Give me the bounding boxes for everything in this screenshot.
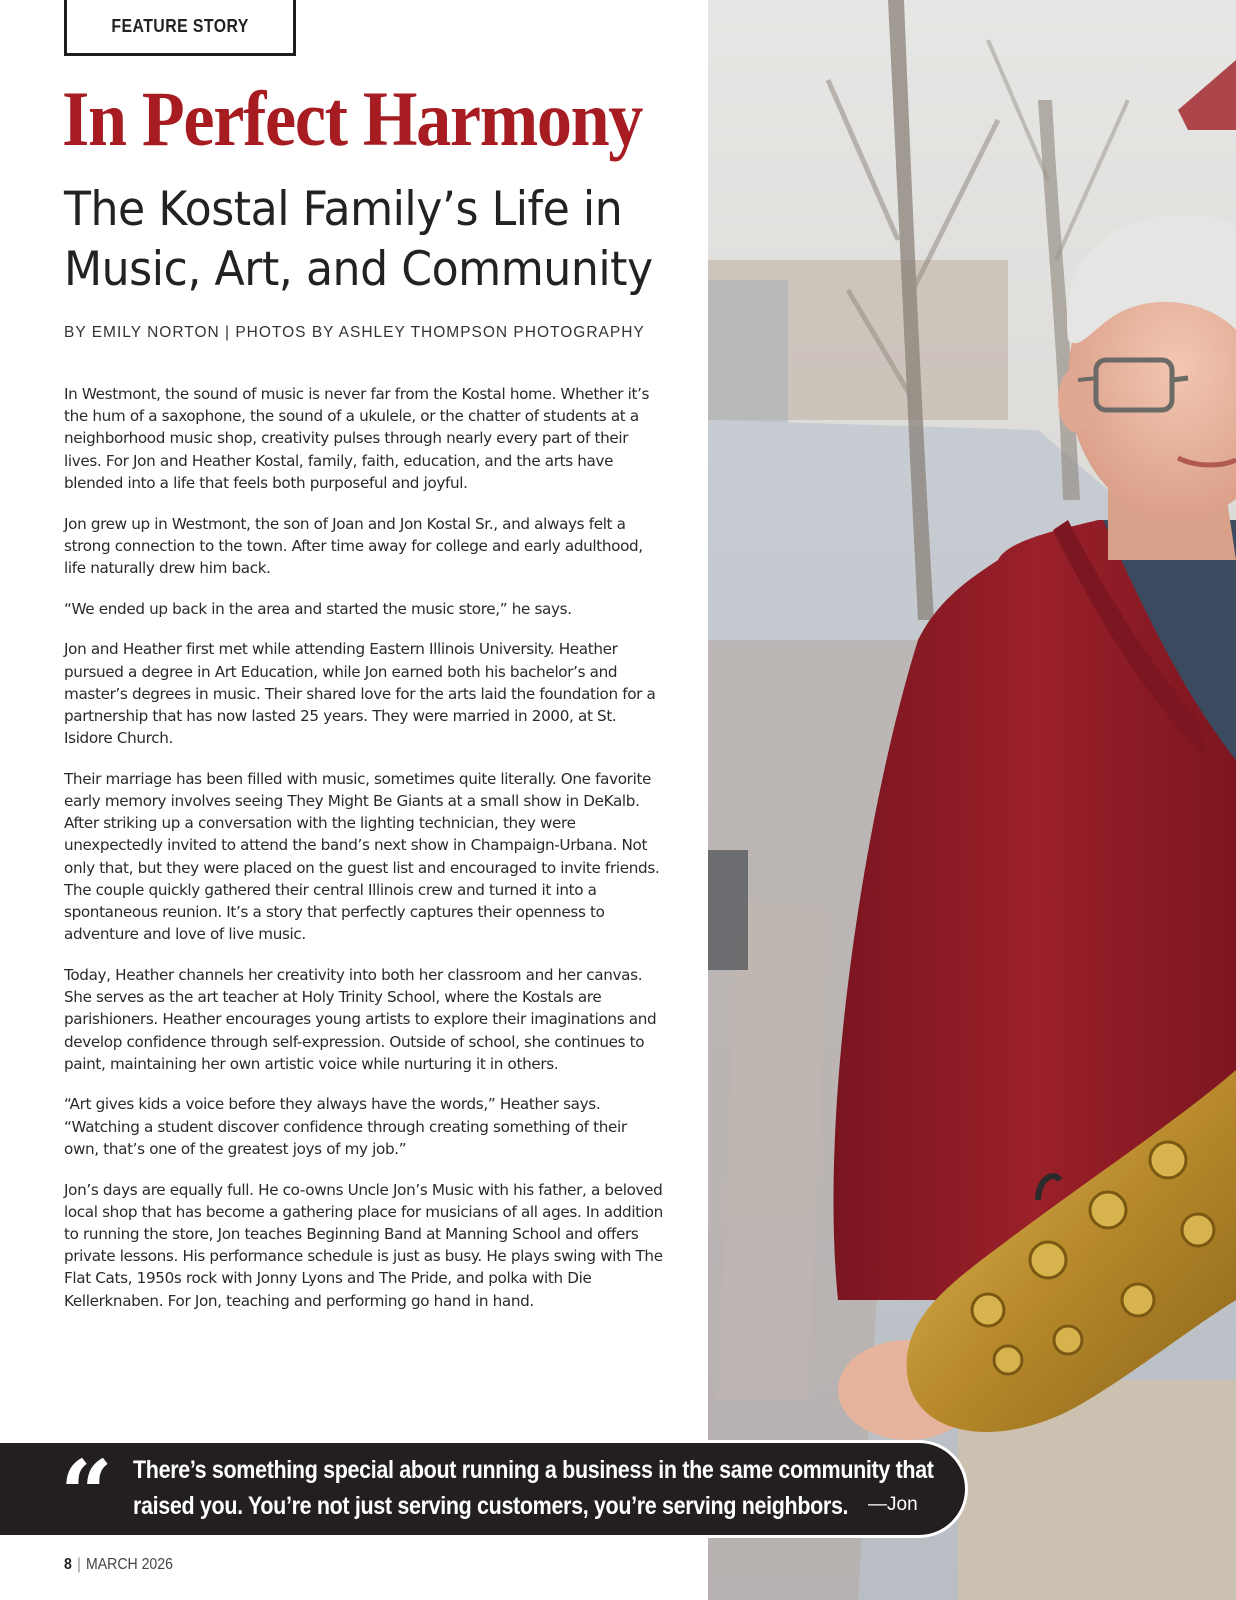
footer-separator: | bbox=[77, 1556, 81, 1573]
pull-quote-line-2: raised you. You’re not just serving customers, you’re serving neighbors. bbox=[133, 1492, 849, 1520]
article-subtitle: The Kostal Family’s Life in Music, Art, and Community bbox=[64, 182, 653, 297]
photo-illustration bbox=[708, 0, 1236, 1600]
body-paragraph: Jon’s days are equally full. He co-owns Uncle Jon’s Music with his father, a beloved local shop that has become a gathering place for musicians of all ages. In addition to running the store, Jon teaches Beginning Band at Manning School and offers private lessons. His performance schedule is just as busy. He plays swing with The Flat Cats, 1950s rock with Jonny Lyons and The Pride, and polka with Die Kellerknaben. For Jon, teaching and performing go hand in hand. bbox=[64, 1180, 663, 1310]
pull-quote-line-1: There’s something special about running a business in the same community that bbox=[133, 1456, 934, 1484]
body-paragraph: “We ended up back in the area and started the music store,” he says. bbox=[64, 599, 572, 618]
pull-quote-attribution: —Jon bbox=[868, 1494, 918, 1515]
body-paragraph: In Westmont, the sound of music is never far from the Kostal home. Whether it’s the hum of a saxophone, the sound of a ukulele, or the chatter of students at a neighborhood music shop, creativity pulses through nearly every part of their lives. For Jon and Heather Kostal, family, faith, education, and the arts have blended into a life that feels both purposeful and joyful. bbox=[64, 385, 650, 492]
body-paragraph: Their marriage has been filled with music, sometimes quite literally. One favorite early memory involves seeing They Might Be Giants at a small show in DeKalb. After striking up a conversation with the lighting technician, they were unexpectedly invited to attend the band’s next show in Champaign-Urbana. Not only that, but they were placed on the guest list and encouraged to invite friends. The couple quickly gathered their central Illinois crew and turned it into a spontaneous reunion. It’s a story that perfectly captures their openness to adventure and love of live music. bbox=[64, 769, 660, 944]
body-paragraph: Jon and Heather first met while attending Eastern Illinois University. Heather pursued a degree in Art Education, while Jon earned both his bachelor’s and master’s degrees in music. Their shared love for the arts laid the foundation for a partnership that has now lasted 25 years. They were married in 2000, at St. Isidore Church. bbox=[64, 640, 656, 748]
body-paragraph: Today, Heather channels her creativity into both her classroom and her canvas. She serves as the art teacher at Holy Trinity School, where the Kostals are parishioners. Heather encourages young artists to explore their imaginations and develop confidence through self-expression. Outside of school, she continues to paint, maintaining her own artistic voice while nurturing it in others. bbox=[64, 965, 657, 1073]
body-paragraph: “Art gives kids a voice before they always have the words,” Heather says. “Watching a student discover confidence through creating something of their own, that’s one of the greatest joys of my job.” bbox=[64, 1095, 627, 1158]
article-byline: BY EMILY NORTON | PHOTOS BY ASHLEY THOMPSON PHOTOGRAPHY bbox=[64, 324, 645, 341]
feature-photo bbox=[708, 0, 1236, 1600]
section-tag bbox=[64, 0, 296, 56]
quote-mark-icon: “ bbox=[60, 1440, 113, 1548]
section-tag-label: FEATURE STORY bbox=[111, 15, 249, 36]
page-number: 8 bbox=[64, 1556, 72, 1573]
issue-date: MARCH 2026 bbox=[86, 1556, 173, 1573]
article-headline: In Perfect Harmony bbox=[62, 75, 643, 162]
article-body bbox=[64, 383, 664, 1330]
body-paragraph: Jon grew up in Westmont, the son of Joan and Jon Kostal Sr., and always felt a strong connection to the town. After time away for college and early adulthood, life naturally drew him back. bbox=[64, 514, 643, 577]
page-footer bbox=[64, 1556, 173, 1574]
